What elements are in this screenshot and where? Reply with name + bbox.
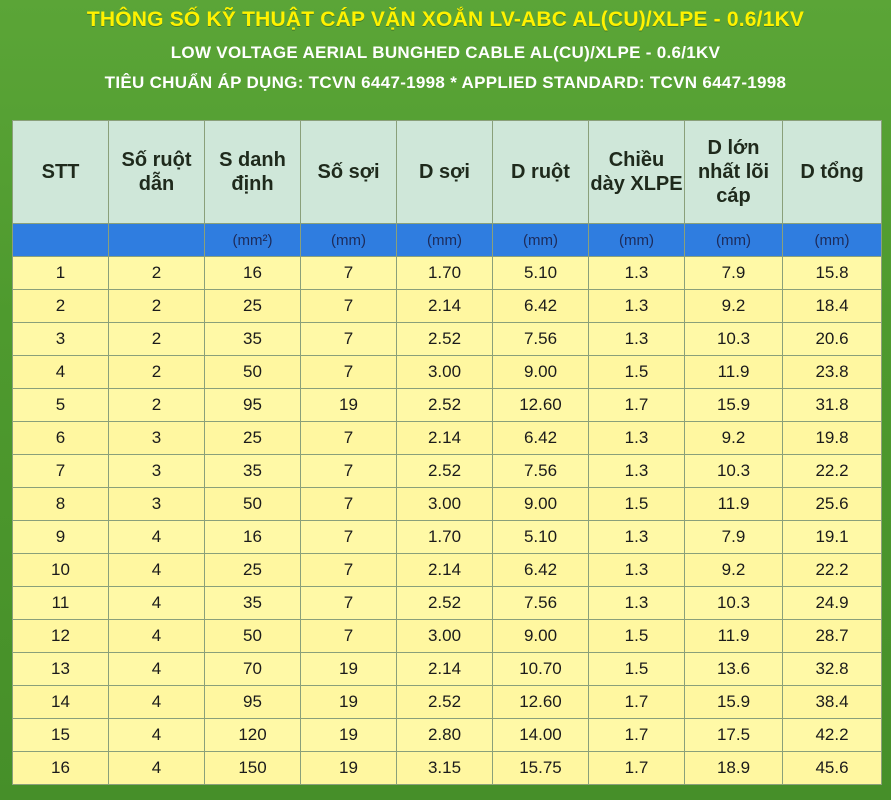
table-cell: 3 (13, 323, 109, 356)
table-cell: 120 (205, 719, 301, 752)
table-row (13, 257, 882, 290)
table-cell: 25 (205, 554, 301, 587)
unit-cell (109, 224, 205, 257)
table-cell: 4 (109, 752, 205, 785)
table-cell: 50 (205, 488, 301, 521)
table-cell: 9.2 (685, 290, 783, 323)
table-cell: 3 (109, 422, 205, 455)
table-row (13, 719, 882, 752)
table-cell: 50 (205, 356, 301, 389)
table-cell: 11.9 (685, 488, 783, 521)
table-cell: 4 (109, 521, 205, 554)
table-cell: 2 (109, 356, 205, 389)
table-cell: 2 (109, 323, 205, 356)
table-cell: 19 (301, 686, 397, 719)
table-cell: 22.2 (783, 455, 882, 488)
column-header-conductor-diameter: D ruột (493, 121, 589, 224)
table-cell: 7.56 (493, 455, 589, 488)
column-header-xlpe-thickness: Chiều dày XLPE (589, 121, 685, 224)
table-cell: 2.52 (397, 455, 493, 488)
table-row (13, 389, 882, 422)
table-cell: 1.7 (589, 389, 685, 422)
table-cell: 19.1 (783, 521, 882, 554)
table-cell: 15.75 (493, 752, 589, 785)
table-cell: 7 (301, 488, 397, 521)
table-cell: 15 (13, 719, 109, 752)
table-cell: 13 (13, 653, 109, 686)
table-cell: 23.8 (783, 356, 882, 389)
unit-row (13, 224, 882, 257)
table-cell: 4 (109, 620, 205, 653)
table-cell: 42.2 (783, 719, 882, 752)
table-cell: 2.80 (397, 719, 493, 752)
table-cell: 25.6 (783, 488, 882, 521)
table-cell: 7.9 (685, 521, 783, 554)
table-cell: 7 (301, 257, 397, 290)
table-row (13, 554, 882, 587)
table-cell: 10.3 (685, 455, 783, 488)
table-cell: 70 (205, 653, 301, 686)
table-cell: 3.15 (397, 752, 493, 785)
table-cell: 25 (205, 290, 301, 323)
header-row (13, 121, 882, 224)
table-cell: 50 (205, 620, 301, 653)
table-cell: 15.8 (783, 257, 882, 290)
table-cell: 25 (205, 422, 301, 455)
applied-standard: TIÊU CHUẨN ÁP DỤNG: TCVN 6447-1998 * APPLIED STANDARD: TCVN 6447-1998 (104, 73, 787, 92)
table-cell: 2 (109, 389, 205, 422)
table-cell: 16 (13, 752, 109, 785)
table-cell: 3.00 (397, 620, 493, 653)
unit-cell: (mm) (685, 224, 783, 257)
unit-cell: (mm) (493, 224, 589, 257)
table-cell: 15.9 (685, 389, 783, 422)
table-cell: 28.7 (783, 620, 882, 653)
table-cell: 38.4 (783, 686, 882, 719)
table-cell: 6.42 (493, 554, 589, 587)
table-cell: 1.3 (589, 521, 685, 554)
table-cell: 1.3 (589, 323, 685, 356)
table-cell: 1.3 (589, 257, 685, 290)
table-cell: 1.70 (397, 521, 493, 554)
table-row (13, 587, 882, 620)
unit-cell: (mm²) (205, 224, 301, 257)
table-cell: 2.14 (397, 653, 493, 686)
table-cell: 2.52 (397, 587, 493, 620)
table-cell: 12.60 (493, 686, 589, 719)
table-cell: 1.3 (589, 554, 685, 587)
document-header (0, 0, 891, 112)
spec-table-container (12, 120, 881, 796)
table-cell: 1.7 (589, 686, 685, 719)
table-row (13, 620, 882, 653)
table-cell: 6 (13, 422, 109, 455)
spec-table (12, 120, 882, 785)
table-cell: 14 (13, 686, 109, 719)
table-cell: 7 (301, 323, 397, 356)
table-cell: 19 (301, 719, 397, 752)
table-cell: 4 (109, 686, 205, 719)
table-cell: 9.00 (493, 356, 589, 389)
table-cell: 7 (301, 620, 397, 653)
unit-cell: (mm) (301, 224, 397, 257)
table-cell: 9.00 (493, 620, 589, 653)
table-cell: 10.70 (493, 653, 589, 686)
table-cell: 19.8 (783, 422, 882, 455)
unit-cell: (mm) (397, 224, 493, 257)
table-cell: 11.9 (685, 620, 783, 653)
table-cell: 18.9 (685, 752, 783, 785)
table-cell: 10.3 (685, 587, 783, 620)
table-cell: 11.9 (685, 356, 783, 389)
table-cell: 5.10 (493, 521, 589, 554)
table-cell: 3.00 (397, 488, 493, 521)
table-cell: 2.14 (397, 422, 493, 455)
column-header-stt: STT (13, 121, 109, 224)
table-row (13, 521, 882, 554)
table-cell: 7 (301, 422, 397, 455)
unit-cell (13, 224, 109, 257)
table-cell: 1.5 (589, 356, 685, 389)
table-row (13, 290, 882, 323)
table-cell: 4 (13, 356, 109, 389)
table-cell: 1.3 (589, 422, 685, 455)
table-row (13, 686, 882, 719)
table-cell: 95 (205, 389, 301, 422)
table-cell: 2 (13, 290, 109, 323)
table-cell: 7 (301, 554, 397, 587)
table-cell: 19 (301, 653, 397, 686)
table-row (13, 653, 882, 686)
table-cell: 35 (205, 587, 301, 620)
table-cell: 2.14 (397, 290, 493, 323)
table-cell: 18.4 (783, 290, 882, 323)
table-cell: 10.3 (685, 323, 783, 356)
table-cell: 19 (301, 752, 397, 785)
table-cell: 22.2 (783, 554, 882, 587)
table-cell: 8 (13, 488, 109, 521)
column-header-nominal-area: S danh định (205, 121, 301, 224)
table-cell: 5 (13, 389, 109, 422)
table-cell: 1.5 (589, 653, 685, 686)
table-cell: 12 (13, 620, 109, 653)
table-cell: 7 (301, 587, 397, 620)
table-cell: 1.7 (589, 752, 685, 785)
table-cell: 16 (205, 521, 301, 554)
table-cell: 1.5 (589, 620, 685, 653)
table-cell: 45.6 (783, 752, 882, 785)
table-body (13, 257, 882, 785)
table-cell: 17.5 (685, 719, 783, 752)
table-cell: 24.9 (783, 587, 882, 620)
table-cell: 3 (109, 455, 205, 488)
page-subtitle: LOW VOLTAGE AERIAL BUNGHED CABLE AL(CU)/XLPE - 0.6/1KV (170, 43, 721, 62)
table-cell: 13.6 (685, 653, 783, 686)
table-cell: 4 (109, 653, 205, 686)
table-cell: 7 (301, 290, 397, 323)
table-cell: 2.52 (397, 686, 493, 719)
table-cell: 6.42 (493, 290, 589, 323)
table-cell: 4 (109, 587, 205, 620)
table-cell: 1.5 (589, 488, 685, 521)
table-cell: 12.60 (493, 389, 589, 422)
table-cell: 35 (205, 323, 301, 356)
table-cell: 2.52 (397, 323, 493, 356)
table-cell: 5.10 (493, 257, 589, 290)
table-row (13, 422, 882, 455)
table-cell: 10 (13, 554, 109, 587)
table-cell: 11 (13, 587, 109, 620)
table-row (13, 356, 882, 389)
table-row (13, 323, 882, 356)
table-cell: 2 (109, 257, 205, 290)
table-cell: 31.8 (783, 389, 882, 422)
table-cell: 7.56 (493, 323, 589, 356)
table-cell: 1.3 (589, 290, 685, 323)
table-cell: 1 (13, 257, 109, 290)
table-cell: 16 (205, 257, 301, 290)
table-cell: 7 (13, 455, 109, 488)
table-cell: 2.52 (397, 389, 493, 422)
table-cell: 35 (205, 455, 301, 488)
column-header-wire-diameter: D sợi (397, 121, 493, 224)
table-cell: 9 (13, 521, 109, 554)
table-cell: 32.8 (783, 653, 882, 686)
table-cell: 7.56 (493, 587, 589, 620)
column-header-overall-diameter: D tổng (783, 121, 882, 224)
table-row (13, 455, 882, 488)
table-cell: 7 (301, 521, 397, 554)
table-cell: 4 (109, 719, 205, 752)
table-cell: 20.6 (783, 323, 882, 356)
table-cell: 3 (109, 488, 205, 521)
table-cell: 19 (301, 389, 397, 422)
table-cell: 9.2 (685, 422, 783, 455)
table-cell: 1.3 (589, 587, 685, 620)
unit-cell: (mm) (783, 224, 882, 257)
table-cell: 1.70 (397, 257, 493, 290)
table-cell: 15.9 (685, 686, 783, 719)
table-row (13, 488, 882, 521)
table-row (13, 752, 882, 785)
unit-cell: (mm) (589, 224, 685, 257)
table-cell: 6.42 (493, 422, 589, 455)
column-header-wire-count: Số sợi (301, 121, 397, 224)
column-header-max-core-diameter: D lớn nhất lõi cáp (685, 121, 783, 224)
column-header-conductors: Số ruột dẫn (109, 121, 205, 224)
table-cell: 3.00 (397, 356, 493, 389)
table-cell: 9.00 (493, 488, 589, 521)
table-cell: 7 (301, 356, 397, 389)
table-cell: 95 (205, 686, 301, 719)
table-cell: 7.9 (685, 257, 783, 290)
table-cell: 14.00 (493, 719, 589, 752)
table-cell: 150 (205, 752, 301, 785)
table-cell: 7 (301, 455, 397, 488)
table-cell: 9.2 (685, 554, 783, 587)
table-cell: 4 (109, 554, 205, 587)
table-cell: 2.14 (397, 554, 493, 587)
page-title: THÔNG SỐ KỸ THUẬT CÁP VẶN XOẮN LV-ABC AL(CU)/XLPE - 0.6/1KV (86, 8, 805, 31)
table-cell: 1.7 (589, 719, 685, 752)
table-cell: 1.3 (589, 455, 685, 488)
table-cell: 2 (109, 290, 205, 323)
